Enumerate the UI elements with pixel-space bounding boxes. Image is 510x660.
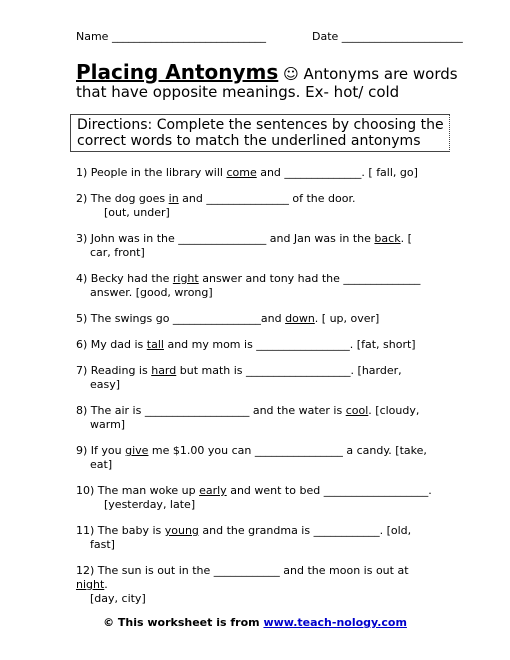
title-line bbox=[76, 62, 458, 84]
name-field-label: Name ____________________________ bbox=[76, 30, 266, 43]
question-text-rest: answer and tony had the ______________ bbox=[198, 272, 421, 285]
footer-text: © This worksheet is from bbox=[103, 616, 264, 629]
question-text: 6) My dad is bbox=[76, 338, 147, 351]
question-text-rest: but math is ___________________. [harder, bbox=[176, 364, 402, 377]
question-item bbox=[76, 232, 436, 260]
question-text-rest: . [ up, over] bbox=[314, 312, 380, 325]
question-text-rest: . bbox=[104, 578, 108, 591]
question-text-rest: . [cloudy, bbox=[368, 404, 420, 417]
intro-text-line2: that have opposite meanings. Ex- hot/ cold bbox=[76, 83, 400, 101]
answer-choices: car, front] bbox=[90, 246, 145, 259]
answer-choices: fast] bbox=[90, 538, 115, 551]
underlined-word: night bbox=[76, 578, 105, 591]
underlined-word: young bbox=[164, 524, 199, 537]
question-text-rest: and went to bed ___________________. bbox=[226, 484, 432, 497]
question-text-rest: and ______________. [ fall, go] bbox=[256, 166, 418, 179]
underlined-word: down bbox=[285, 312, 315, 325]
question-item bbox=[76, 312, 436, 326]
question-item bbox=[76, 404, 436, 432]
underlined-word: give bbox=[125, 444, 149, 457]
question-item bbox=[76, 364, 436, 392]
footer bbox=[0, 616, 510, 629]
answer-choices: [yesterday, late] bbox=[104, 498, 196, 511]
underlined-word: tall bbox=[146, 338, 164, 351]
question-text-rest: . [ bbox=[400, 232, 412, 245]
answer-choices: [out, under] bbox=[104, 206, 170, 219]
underlined-word: come bbox=[226, 166, 257, 179]
question-item bbox=[76, 338, 436, 352]
underlined-word: cool bbox=[345, 404, 369, 417]
directions-line2: correct words to match the underlined antonyms bbox=[77, 133, 421, 149]
question-text-rest: and _______________ of the door. bbox=[178, 192, 356, 205]
question-text: 10) The man woke up bbox=[76, 484, 200, 497]
underlined-word: early bbox=[199, 484, 227, 497]
footer-link[interactable]: www.teach-nology.com bbox=[263, 616, 407, 629]
question-item bbox=[76, 484, 436, 512]
underlined-word: back bbox=[374, 232, 401, 245]
intro-text: Antonyms are words bbox=[303, 65, 458, 83]
question-text: 1) People in the library will bbox=[76, 166, 227, 179]
answer-choices: easy] bbox=[90, 378, 121, 391]
question-item bbox=[76, 444, 436, 472]
answer-choices: answer. [good, wrong] bbox=[90, 286, 213, 299]
question-text: 5) The swings go ________________and bbox=[76, 312, 286, 325]
question-text-rest: me $1.00 you can ________________ a candy. [take, bbox=[148, 444, 427, 457]
question-text: 8) The air is ___________________ and the water is bbox=[76, 404, 346, 417]
question-text: 4) Becky had the bbox=[76, 272, 173, 285]
worksheet-title: Placing Antonyms bbox=[76, 60, 279, 84]
question-text: 3) John was in the ________________ and Jan was in the bbox=[76, 232, 375, 245]
date-field-label: Date ______________________ bbox=[312, 30, 463, 43]
question-list bbox=[76, 166, 436, 606]
question-text-rest: and the grandma is ____________. [old, bbox=[198, 524, 412, 537]
question-item bbox=[76, 564, 436, 606]
underlined-word: in bbox=[168, 192, 179, 205]
underlined-word: right bbox=[172, 272, 199, 285]
smiley-icon: ☺ bbox=[283, 65, 299, 83]
question-text: 9) If you bbox=[76, 444, 126, 457]
question-item bbox=[76, 524, 436, 552]
question-text: 11) The baby is bbox=[76, 524, 165, 537]
directions-line1: Directions: Complete the sentences by choosing the bbox=[77, 117, 444, 133]
question-item bbox=[76, 272, 436, 300]
question-text-rest: and my mom is _________________. [fat, short] bbox=[163, 338, 416, 351]
question-text: 12) The sun is out in the ____________ and the moon is out at bbox=[76, 564, 409, 577]
directions-box bbox=[70, 114, 450, 152]
question-text: 2) The dog goes bbox=[76, 192, 169, 205]
answer-choices: warm] bbox=[90, 418, 126, 431]
question-text: 7) Reading is bbox=[76, 364, 152, 377]
answer-choices: eat] bbox=[90, 458, 113, 471]
question-item bbox=[76, 192, 436, 220]
answer-choices: [day, city] bbox=[90, 592, 146, 605]
question-item bbox=[76, 166, 436, 180]
underlined-word: hard bbox=[151, 364, 177, 377]
